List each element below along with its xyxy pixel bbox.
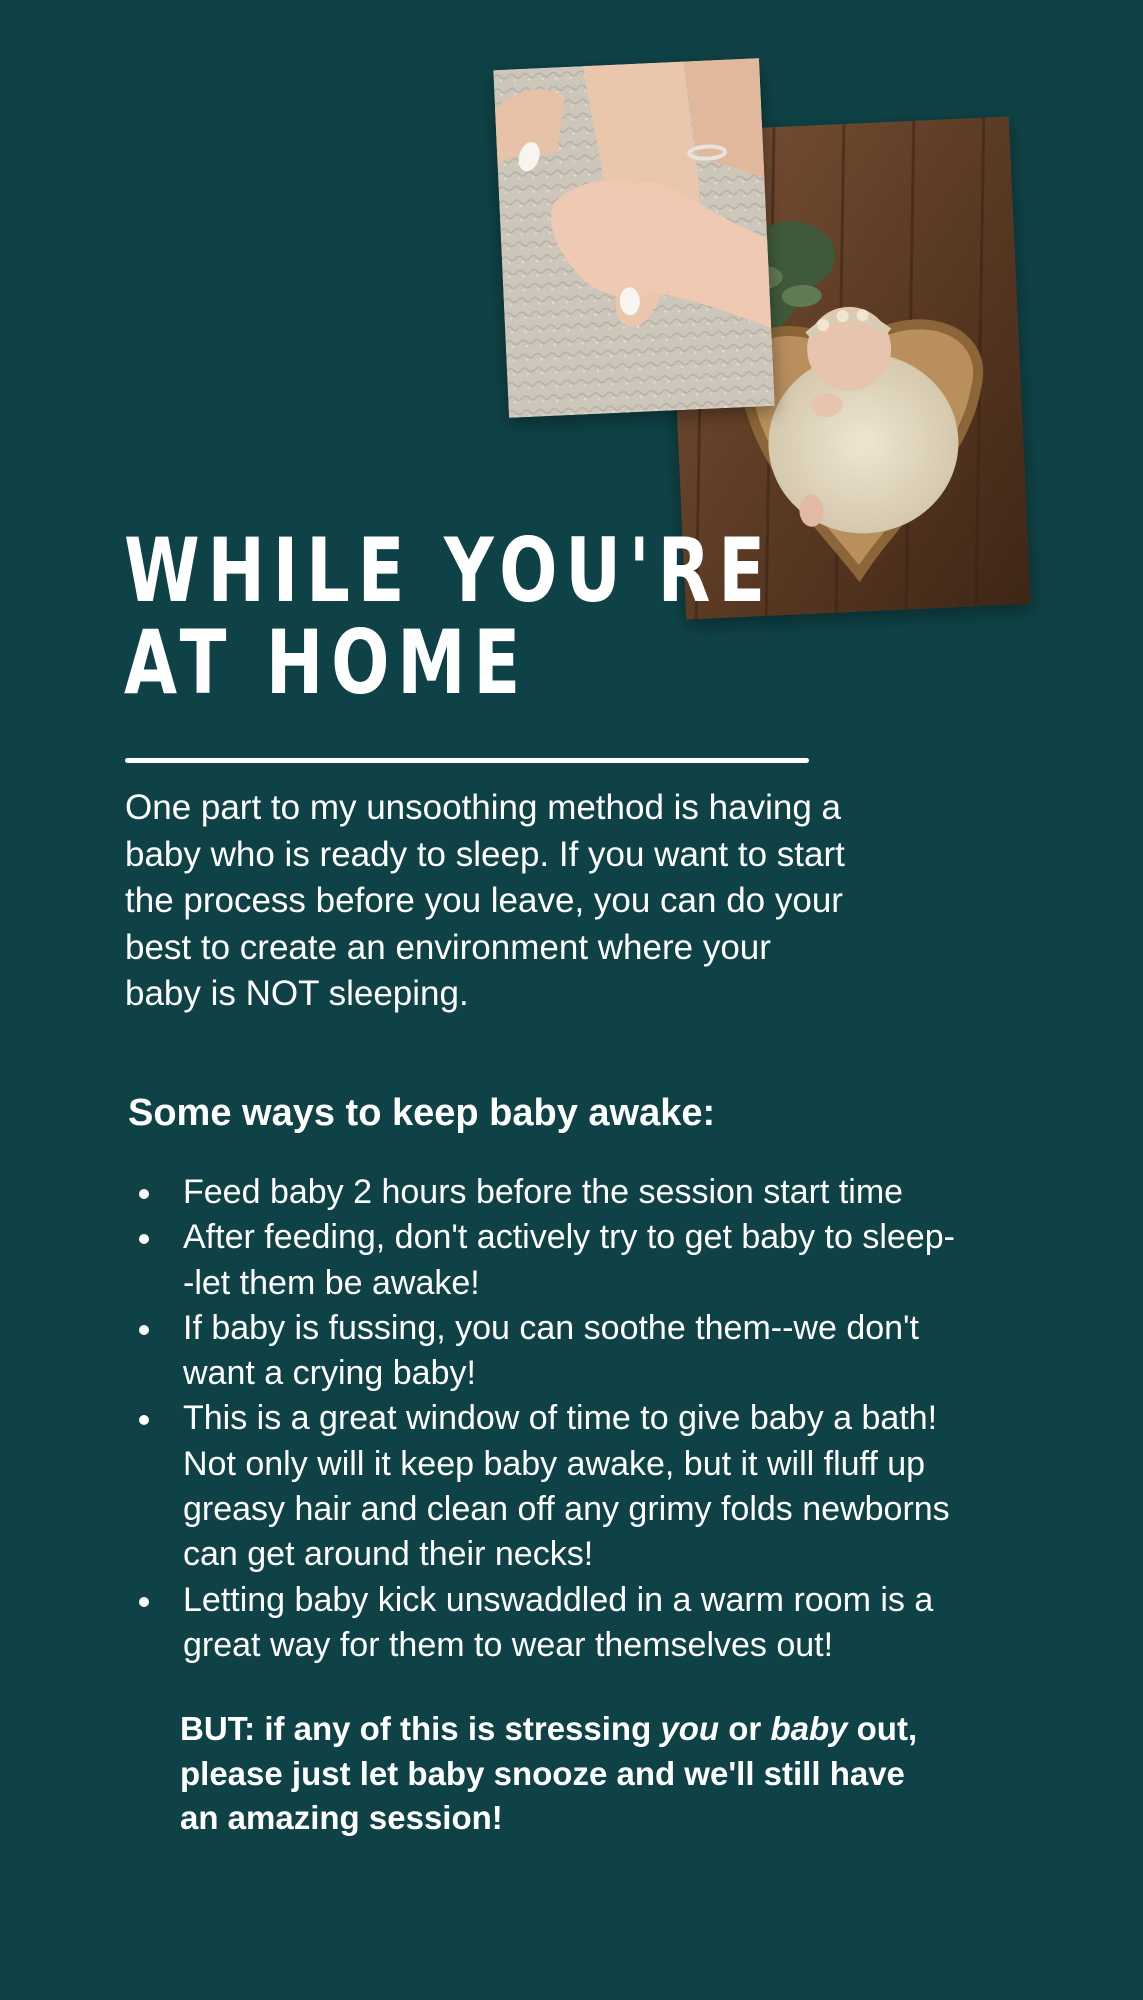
list-item-text: Feed baby 2 hours before the session start time <box>183 1173 904 1211</box>
closing-emphasis-baby: baby <box>770 1710 848 1747</box>
intro-paragraph: One part to my unsoothing method is having a baby who is ready to sleep. If you want to start the process before you leave, you can do your best to create an environment where your baby is NOT sleeping. <box>125 788 845 1013</box>
list-item <box>128 1578 958 1669</box>
hands-photo-graphic <box>493 58 775 418</box>
list-item-text: This is a great window of time to give baby a bath! Not only will it keep baby awake, but it will fluff up greasy hair and clean off any grimy folds newborns can get around their necks! <box>183 1399 950 1574</box>
page-title <box>124 519 773 714</box>
ways-list <box>128 1170 958 1668</box>
closing-emphasis-you: you <box>660 1710 720 1747</box>
list-item-text: If baby is fussing, you can soothe them--we don't want a crying baby! <box>183 1308 919 1393</box>
list-item-text: Letting baby kick unswaddled in a warm room is a great way for them to wear themselves out! <box>183 1580 934 1664</box>
closing-note <box>180 1707 940 1841</box>
bullet-icon <box>139 1325 149 1335</box>
closing-text-1: BUT: if any of this is stressing <box>180 1710 661 1747</box>
page-title-line-1: WHILE YOU'RE <box>124 519 773 622</box>
list-item-text: After feeding, don't actively try to get baby to sleep--let them be awake! <box>183 1218 955 1302</box>
bullet-icon <box>139 1189 149 1199</box>
ways-heading: Some ways to keep baby awake: <box>128 1092 716 1134</box>
hands-photo <box>493 58 775 418</box>
list-item <box>128 1170 958 1215</box>
list-item <box>128 1306 958 1397</box>
list-item <box>128 1396 958 1577</box>
closing-text-2: or <box>719 1710 771 1747</box>
bullet-icon <box>139 1597 149 1607</box>
list-item <box>128 1215 958 1306</box>
bullet-icon <box>139 1234 149 1244</box>
title-divider <box>125 758 809 763</box>
closing-text-3: out, please just let baby snooze and we'll still have an amazing session! <box>180 1710 918 1836</box>
page-title-line-2: AT HOME <box>124 611 529 714</box>
bullet-icon <box>139 1415 149 1425</box>
